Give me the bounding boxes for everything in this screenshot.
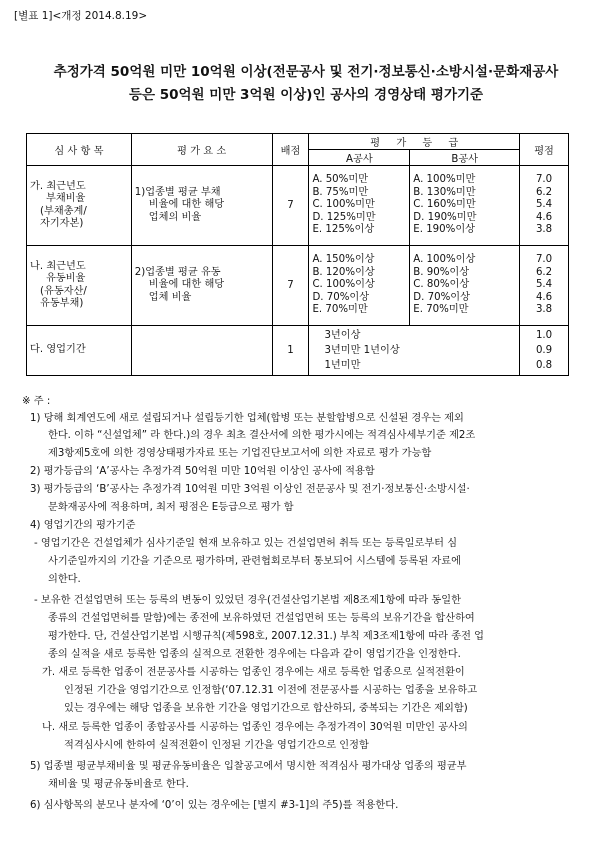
- note-line: 문화재공사에 적용하며, 최저 평점은 E등급으로 평가 함: [48, 502, 294, 513]
- note-line: 적격심사시에 한하여 실적전환이 인정된 기간을 영업기간으로 인정함: [64, 740, 369, 751]
- note-line: 3) 평가등급의 ‘B’공사는 추정가격 10억원 미만 3억원 이상인 전문공사 및 전기·정보통신·소방시설·: [30, 484, 470, 495]
- score-line: 3.8: [535, 224, 553, 236]
- grade-line: D. 70%이상: [312, 291, 370, 303]
- evaluation-table: [26, 133, 569, 376]
- factor-cell: [131, 246, 272, 326]
- note-line: 제3항제5호에 의한 경영상태평가자료 또는 기업진단보고서에 의한 자료로 평가 가능함: [48, 448, 432, 459]
- note-line: 5) 업종별 평균부채비율 및 평균유동비율은 입찰공고에서 명시한 적격심사 평가대상 업종의 평균부: [30, 761, 467, 772]
- factor-line: 비율에 대한 해당: [148, 279, 225, 291]
- note-line: 사기준일까지의 기간을 기준으로 평가하며, 관련협회로부터 통보되어 시스템에 등록된 자료에: [48, 556, 461, 567]
- grade-cell: [309, 326, 520, 376]
- grade-line: A. 150%이상: [312, 254, 375, 266]
- grade-line: E. 70%미만: [413, 304, 469, 316]
- grade-line: E. 70%미만: [312, 304, 368, 316]
- table-row: [27, 166, 569, 246]
- item-line: (유동자산/: [40, 285, 87, 297]
- grade-line: A. 100%미만: [413, 174, 476, 186]
- grade-line: B. 120%이상: [312, 266, 375, 278]
- grade-line: D. 125%미만: [312, 211, 376, 223]
- item-line: 가. 최근년도: [30, 180, 86, 192]
- grade-b-cell: [410, 166, 520, 246]
- note-line: 6) 심사항목의 분모나 분자에 ‘0’이 있는 경우에는 [별지 #3-1]의 주5)를 적용한다.: [30, 800, 399, 811]
- title-line-1: [0, 62, 612, 83]
- note-line: 4) 영업기간의 평가기준: [30, 520, 136, 531]
- note-line: 채비율 및 평균유동비율로 한다.: [48, 779, 189, 790]
- factor-line: 비율에 대한 해당: [148, 199, 225, 211]
- note-line: 가. 새로 등록한 업종이 전문공사를 시공하는 업종인 경우에는 새로 등록한 업종으로 실적전환이: [42, 667, 465, 678]
- grade-line: A. 50%미만: [312, 174, 369, 186]
- grade-line: B. 75%미만: [312, 186, 369, 198]
- score-line: 5.4: [535, 279, 553, 291]
- score-line: 3.8: [535, 304, 553, 316]
- grade-line: B. 130%미만: [413, 186, 476, 198]
- note-line: 평가한다. 단, 건설산업기본법 시행규칙(제598호, 2007.12.31.) 부칙 제3조제1항에 따라 종전 업: [48, 631, 485, 642]
- item-line: 유동비율: [46, 273, 86, 285]
- header-tag: [별표 1]<개정 2014.8.19>: [14, 10, 148, 22]
- score-line: 7.0: [535, 254, 553, 266]
- score-line: 1.0: [535, 330, 553, 341]
- table-row: [27, 326, 569, 376]
- title-text: 추정가격 50억원 미만 10억원 이상(전문공사 및 전기·정보통신·소방시설·문화재공사: [53, 64, 559, 80]
- score-cell: [520, 246, 569, 326]
- factor-line: 업체의 비율: [148, 211, 202, 223]
- note-line: 종의 실적을 새로 등록한 업종의 실적으로 전환한 경우에는 다음과 같이 영업기간을 인정한다.: [48, 649, 461, 660]
- grade-line: 3년미만 1년이상: [324, 345, 400, 356]
- item-cell: [27, 166, 132, 246]
- factor-line: 2)업종별 평균 유동: [134, 266, 221, 278]
- note-line: 인정된 기간을 영업기간으로 인정함(‘07.12.31 이전에 전문공사를 시공하는 업종을 보유하고: [64, 685, 478, 696]
- weight-cell: 7: [272, 166, 309, 246]
- grade-line: D. 70%이상: [413, 291, 470, 303]
- score-line: 0.8: [535, 360, 553, 371]
- score-cell: [520, 166, 569, 246]
- item-line: 부채비율: [46, 193, 86, 205]
- note-line: 있는 경우에는 해당 업종을 보유한 기간을 영업기간으로 합산하되, 중복되는 기간은 제외함): [64, 703, 468, 714]
- header-item: 심 사 항 목: [27, 134, 132, 166]
- score-line: 4.6: [535, 211, 553, 223]
- grade-line: E. 190%이상: [413, 224, 476, 236]
- score-line: 6.2: [535, 186, 553, 198]
- header-weight: 배점: [272, 134, 309, 166]
- grade-a-cell: [309, 166, 410, 246]
- score-line: 6.2: [535, 266, 553, 278]
- grade-line: C. 100%미만: [312, 199, 375, 211]
- item-cell: [27, 246, 132, 326]
- note-line: 종류의 건설업면허를 말함)에는 종전에 보유하였던 건설업면허 또는 등록의 보유기간을 합산하여: [48, 613, 475, 624]
- grade-line: C. 80%이상: [413, 279, 470, 291]
- grade-line: D. 190%미만: [413, 211, 477, 223]
- header-grade-b: B공사: [410, 150, 520, 166]
- note-line: - 영업기간은 건설업체가 심사기준일 현재 보유하고 있는 건설업면허 취득 또는 등록일로부터 심: [34, 538, 458, 549]
- note-line: 2) 평가등급의 ‘A’공사는 추정가격 50억원 미만 10억원 이상인 공사에 적용함: [30, 466, 375, 477]
- grade-line: 1년미만: [324, 360, 361, 371]
- factor-line: 1)업종별 평균 부채: [134, 186, 221, 198]
- note-line: 1) 당해 회계연도에 새로 설립되거나 설립등기한 업체(합병 또는 분할합병으로 신설된 경우는 제외: [30, 413, 464, 424]
- note-line: 나. 새로 등록한 업종이 종합공사를 시공하는 업종인 경우에는 추정가격이 30억원 미만인 공사의: [42, 722, 468, 733]
- item-line: 나. 최근년도: [30, 260, 86, 272]
- grade-line: A. 100%이상: [413, 254, 476, 266]
- notes-heading: ※ 주 :: [22, 396, 51, 407]
- grade-line: B. 90%이상: [413, 266, 470, 278]
- grade-line: C. 160%미만: [413, 199, 476, 211]
- score-cell: [520, 326, 569, 376]
- grade-a-cell: [309, 246, 410, 326]
- note-line: 한다. 이하 “신설업체” 라 한다.)의 경우 최초 결산서에 의한 평가시에는 적격심사세부기준 제2조: [48, 430, 476, 441]
- item-line: 다. 영업기간: [30, 344, 86, 356]
- item-line: 유동부채): [40, 297, 84, 309]
- note-line: 의한다.: [48, 574, 81, 585]
- note-line: - 보유한 건설업면허 또는 등록의 변동이 있었던 경우(건설산업기본법 제8조제1항에 따라 동일한: [34, 595, 461, 606]
- factor-cell: [131, 166, 272, 246]
- item-cell: [27, 326, 132, 376]
- item-line: (부채총계/: [40, 205, 87, 217]
- grade-line: E. 125%이상: [312, 224, 375, 236]
- table-header-row: [27, 134, 569, 150]
- weight-cell: 7: [272, 246, 309, 326]
- score-line: 4.6: [535, 291, 553, 303]
- factor-line: 업체 비율: [148, 291, 192, 303]
- table-row: [27, 246, 569, 326]
- factor-cell: [131, 326, 272, 376]
- header-score: 평점: [520, 134, 569, 166]
- item-line: 자기자본): [40, 217, 84, 229]
- grade-b-cell: [410, 246, 520, 326]
- score-line: 0.9: [535, 345, 553, 356]
- grade-line: 3년이상: [324, 330, 361, 341]
- weight-cell: 1: [272, 326, 309, 376]
- header-grade: 평 가 등 급: [309, 134, 520, 150]
- header-grade-a: A공사: [309, 150, 410, 166]
- header-factor: 평 가 요 소: [131, 134, 272, 166]
- score-line: 7.0: [535, 174, 553, 186]
- title-text: 등은 50억원 미만 3억원 이상)인 공사의 경영상태 평가기준: [128, 87, 484, 103]
- title-line-2: [0, 85, 612, 106]
- grade-line: C. 100%이상: [312, 279, 375, 291]
- score-line: 5.4: [535, 199, 553, 211]
